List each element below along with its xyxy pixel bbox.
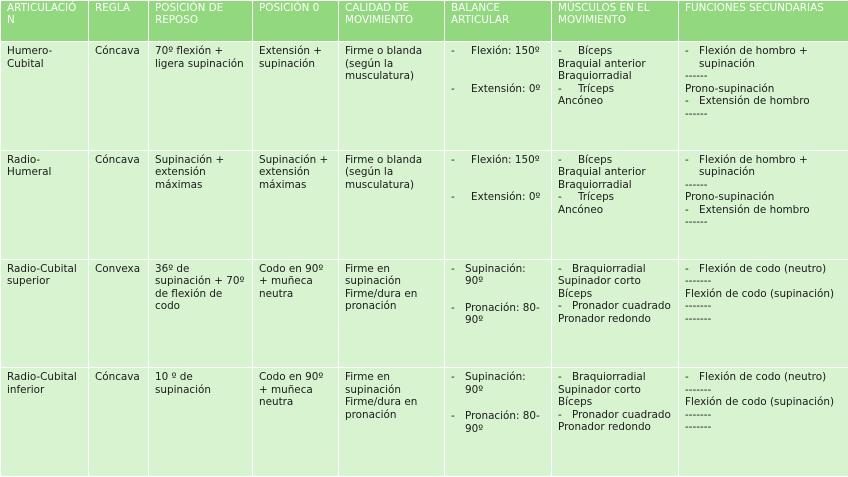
bullet-mark: - (558, 191, 562, 204)
cell-articulacion: Radio-Humeral (1, 150, 89, 259)
cell-funciones (679, 259, 848, 368)
function-item (685, 371, 843, 384)
bullet-mark: - (558, 45, 562, 57)
bullet-mark: - (685, 262, 689, 275)
cell-musculos (552, 42, 679, 151)
balance-item (451, 263, 546, 288)
function-text: ------ (685, 178, 708, 191)
bullet-mark: - (451, 153, 455, 166)
cell-balance (445, 368, 552, 477)
muscle-name: Pronador cuadrado (572, 408, 671, 421)
header-posicion0: POSICIÓN 0 (253, 1, 339, 42)
bullet-mark: - (685, 153, 689, 166)
balance-item (451, 45, 546, 58)
cell-articulacion: Radio-Cubital superior (1, 259, 89, 368)
cell-reposo: Supinación + extensión máximas (149, 150, 253, 259)
muscle-name: Pronador redondo (558, 421, 651, 434)
bullet-mark: - (451, 410, 455, 423)
cell-funciones (679, 150, 848, 259)
muscle-item (558, 45, 673, 58)
cell-posicion0: Codo en 90º + muñeca neutra (253, 368, 339, 477)
cell-calidad: Firme o blanda (según la musculatura) (339, 42, 445, 151)
cell-funciones (679, 42, 848, 151)
cell-reposo: 70º flexión + ligera supinación (149, 42, 253, 151)
header-musculos: MÚSCULOS EN EL MOVIMIENTO (552, 1, 679, 42)
cell-musculos (552, 150, 679, 259)
muscle-name: Braquial anterior (558, 57, 646, 70)
bullet-mark: - (558, 371, 562, 384)
cell-reposo: 10 º de supinación (149, 368, 253, 477)
balance-item (451, 83, 546, 96)
quality-text: Firme/dura en pronación (345, 287, 418, 312)
muscle-name: Ancóneo (558, 95, 604, 107)
quality-text: Firme en supinación (345, 371, 401, 396)
cell-calidad (339, 368, 445, 477)
muscle-name: Bíceps (558, 396, 593, 409)
function-text: Flexión de codo (supinación) (685, 396, 835, 409)
table-row (1, 368, 848, 477)
bullet-mark: - (451, 191, 455, 204)
muscle-name: Pronador redondo (558, 312, 651, 325)
muscle-name: Braquiorradial (558, 70, 632, 82)
function-item (685, 45, 843, 70)
balance-value: Pronación: 80-90º (465, 301, 540, 326)
cell-balance (445, 150, 552, 259)
muscle-item (558, 371, 673, 384)
function-text: Flexión de codo (neutro) (699, 262, 827, 275)
muscle-item (558, 154, 673, 167)
cell-reposo: 36º de supinación + 70º de flexión de codo (149, 259, 253, 368)
table-row (1, 259, 848, 368)
header-calidad: CALIDAD DE MOVIMIENTO (339, 1, 445, 42)
quality-text: Firme en supinación (345, 262, 401, 287)
muscle-name: Braquial anterior (558, 166, 646, 179)
bullet-mark: - (685, 45, 689, 57)
muscle-name: Ancóneo (558, 203, 604, 216)
header-funciones: FUNCIONES SECUNDARIAS (679, 1, 848, 42)
muscle-name: Braquiorradial (572, 371, 646, 384)
bullet-mark: - (451, 262, 455, 275)
muscle-name: Braquiorradial (558, 178, 632, 191)
quality-text: Firme/dura en pronación (345, 396, 418, 421)
muscle-name: Supinador corto (558, 275, 641, 287)
balance-item (451, 410, 546, 435)
cell-posicion0: Extensión + supinación (253, 42, 339, 151)
bullet-mark: - (558, 300, 562, 312)
muscle-name: Supinador corto (558, 383, 641, 396)
cell-regla: Cóncava (89, 150, 149, 259)
cell-musculos (552, 259, 679, 368)
bullet-mark: - (451, 45, 455, 57)
function-text: Flexión de hombro + supinación (699, 153, 808, 179)
function-text: Prono-supinación (685, 82, 775, 95)
cell-regla: Convexa (89, 259, 149, 368)
balance-item (451, 302, 546, 327)
cell-posicion0: Supinación + extensión máximas (253, 150, 339, 259)
function-text: ------- (685, 421, 712, 434)
bullet-mark: - (685, 95, 689, 107)
muscle-name: Bíceps (558, 287, 593, 300)
cell-balance (445, 259, 552, 368)
muscle-name: Tríceps (578, 191, 615, 204)
muscle-name: Braquiorradial (572, 262, 646, 275)
balance-item (451, 154, 546, 167)
cell-regla: Cóncava (89, 368, 149, 477)
balance-value: Pronación: 80-90º (465, 410, 540, 435)
bullet-mark: - (451, 82, 455, 95)
bullet-mark: - (685, 371, 689, 384)
cell-articulacion: Radio-Cubital inferior (1, 368, 89, 477)
cell-articulacion: Humero-Cubital (1, 42, 89, 151)
function-text: ------- (685, 312, 712, 325)
muscle-item (558, 263, 673, 276)
function-text: Flexión de codo (neutro) (699, 371, 827, 384)
function-text: Flexión de codo (supinación) (685, 287, 835, 300)
muscle-name: Pronador cuadrado (572, 300, 671, 312)
balance-value: Flexión: 150º (471, 153, 540, 166)
cell-posicion0: Codo en 90º + muñeca neutra (253, 259, 339, 368)
balance-item (451, 371, 546, 396)
function-item (685, 95, 843, 108)
function-text: Extensión de hombro (699, 203, 810, 216)
function-text: ------ (685, 107, 708, 120)
header-regla: REGLA (89, 1, 149, 42)
balance-item (451, 191, 546, 204)
header-reposo: POSICIÓN DE REPOSO (149, 1, 253, 42)
function-text: Flexión de hombro + supinación (699, 45, 808, 70)
balance-value: Supinación: 90º (465, 371, 526, 396)
function-text: ------- (685, 275, 712, 287)
bullet-mark: - (558, 408, 562, 421)
function-text: ------ (685, 216, 708, 229)
balance-value: Extensión: 0º (471, 82, 541, 95)
muscle-item (558, 300, 673, 313)
muscle-item (558, 409, 673, 422)
balance-value: Supinación: 90º (465, 262, 526, 287)
table-row (1, 150, 848, 259)
header-row (1, 1, 848, 42)
function-item (685, 263, 843, 276)
header-balance: BALANCE ARTICULAR (445, 1, 552, 42)
function-text: ------ (685, 70, 708, 82)
bullet-mark: - (685, 203, 689, 216)
bullet-mark: - (451, 371, 455, 384)
bullet-mark: - (451, 301, 455, 314)
balance-value: Extensión: 0º (471, 191, 541, 204)
muscle-item (558, 191, 673, 204)
function-text: ------- (685, 408, 712, 421)
function-text: ------- (685, 300, 712, 312)
function-item (685, 154, 843, 179)
bullet-mark: - (558, 262, 562, 275)
muscle-item (558, 83, 673, 96)
function-text: ------- (685, 383, 712, 396)
function-text: Prono-supinación (685, 191, 775, 204)
bullet-mark: - (558, 82, 562, 95)
cell-musculos (552, 368, 679, 477)
cell-calidad: Firme o blanda (según la musculatura) (339, 150, 445, 259)
table-row (1, 42, 848, 151)
bullet-mark: - (558, 153, 562, 166)
header-articulacion: ARTICULACIÓN (1, 1, 89, 42)
muscle-name: Bíceps (578, 153, 613, 166)
cell-calidad (339, 259, 445, 368)
cell-regla: Cóncava (89, 42, 149, 151)
balance-value: Flexión: 150º (471, 45, 540, 57)
muscle-name: Tríceps (578, 82, 615, 95)
cell-balance (445, 42, 552, 151)
function-item (685, 204, 843, 217)
muscle-name: Bíceps (578, 45, 613, 57)
cell-funciones (679, 368, 848, 477)
function-text: Extensión de hombro (699, 95, 810, 107)
